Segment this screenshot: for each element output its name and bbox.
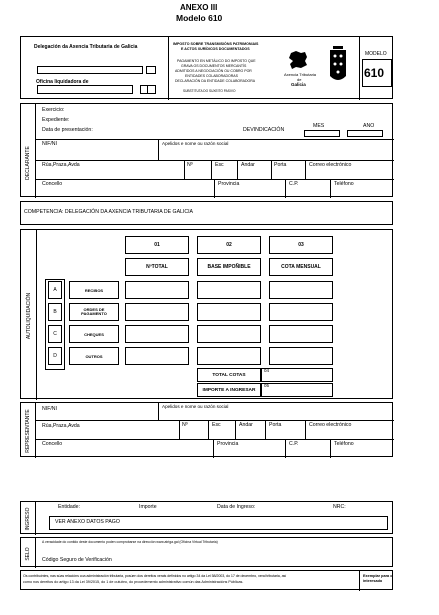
nif-label: NIF/NI — [42, 141, 57, 147]
agency-line: Galicia — [291, 82, 306, 87]
door-label: Porta — [274, 162, 287, 168]
agency-line: Axencia Tributaria — [284, 72, 317, 77]
street-label: Rúa,Praza,Avda — [42, 162, 80, 168]
row-label-others: OUTROS — [69, 347, 119, 365]
col-number-02: 02 — [197, 236, 261, 254]
rep-phone-label: Teléfono — [334, 441, 354, 447]
input-d-quota[interactable] — [269, 347, 333, 365]
postcode-label: C.P. — [289, 181, 299, 187]
payment-section-label: INGRESO — [25, 507, 31, 531]
copy-label: Exemplar para o interesado — [363, 574, 393, 583]
row-letter-d: D — [48, 347, 62, 365]
rep-postcode-label: C.P. — [289, 441, 299, 447]
rep-floor-label: Andar — [239, 422, 253, 428]
nrc-label: NRC: — [333, 504, 346, 510]
verification-code-label: Código Seguro de Verificación — [42, 557, 112, 563]
exercise-label: Exercicio: — [42, 107, 65, 113]
rep-door-label: Porta — [269, 422, 282, 428]
file-label: Expediente: — [42, 117, 70, 123]
info-line: GRAVA OS DOCUMENTOS MERCANTÍS — [181, 64, 247, 68]
input-b-quota[interactable] — [269, 303, 333, 321]
amount-to-pay-number: 05 — [264, 383, 270, 388]
input-b-base[interactable] — [197, 303, 261, 321]
col-header-total: NºTOTAL — [125, 258, 189, 276]
input-b-total[interactable] — [125, 303, 189, 321]
office-field[interactable] — [37, 85, 133, 94]
payment-date-label: Data de Ingreso: — [217, 504, 256, 510]
representative-section-label: REPRESENTANTE — [25, 409, 31, 453]
declarant-section — [20, 103, 393, 197]
info-line: DECLARACIÓN DA ENTIDADE COLABORADORA — [175, 79, 256, 83]
info-line: PAGAMENTO EN METÁLICO DO IMPOSTO QUE — [177, 59, 256, 63]
row-letter-c: C — [48, 325, 62, 343]
rep-street-label: Rúa,Praza,Avda — [42, 423, 80, 429]
row-label-payment-orders: ORDES DE PAGAMENTO — [69, 303, 119, 321]
row-label-cheques: CHEQUES — [69, 325, 119, 343]
presentation-date-label: Data de presentación: — [42, 127, 93, 133]
stair-label: Esc — [215, 162, 224, 168]
see-annex-text: VER ANEXO DATOS PAGO — [55, 519, 120, 525]
input-d-total[interactable] — [125, 347, 189, 365]
model-title: Modelo 610 — [176, 13, 223, 23]
amount-label: Importe — [139, 504, 157, 510]
header-block — [20, 36, 393, 99]
footer-text-2: como nos dereitos do artigo 13 da Lei 39/2015, do 1 de outubro, do procedemento administrativo común das Administracións Públicas. — [23, 580, 244, 584]
total-quota-number: 04 — [264, 368, 270, 373]
footer-text-1: Os contribuíntes, nas súas relacións coa administración tributaria, posúen dos dereitos xerais definidos no artigo 34 da Lei 58/2003, do 17 de decembro, xeral tributaria, así — [23, 574, 287, 578]
model-number: 610 — [364, 66, 385, 80]
seal-note: A veracidade do contido deste documento poden comprobarse na dirección www.atriga.gal (Oficina Virtual Tributaria) — [42, 540, 218, 544]
rep-nif-label: NIF/NI — [42, 406, 57, 412]
agency-line: de — [297, 77, 302, 82]
rep-number-label: Nº — [182, 422, 188, 428]
model-label: MODELO — [365, 51, 387, 57]
row-label-receipts: RECIBOS — [69, 281, 119, 299]
number-label: Nº — [187, 162, 193, 168]
province-label: Provincia — [218, 181, 240, 187]
total-quota-label: TOTAL COTAS — [197, 368, 261, 382]
col-header-base: BASE IMPOÑIBLE — [197, 258, 261, 276]
self-assessment-label: AUTOLIQUIDACIÓN — [26, 292, 32, 340]
rep-council-label: Concello — [42, 441, 63, 447]
amount-to-pay-field[interactable] — [261, 383, 333, 397]
info-line: ADMITIDOS A NEGOCIACIÓN OU COBRO POR — [175, 69, 252, 73]
footer-box — [20, 570, 393, 590]
entity-label: Entidade: — [58, 504, 80, 510]
council-label: Concello — [42, 181, 63, 187]
delegation-label: Delegación da Axencia Tributaria de Galicia — [34, 44, 138, 50]
declarant-section-label: DECLARANTE — [25, 146, 31, 180]
input-a-total[interactable] — [125, 281, 189, 299]
galicia-map-logo — [287, 50, 309, 70]
seal-section — [20, 537, 393, 567]
month-field[interactable] — [304, 130, 340, 137]
payment-section — [20, 501, 393, 534]
annex-title: ANEXO III — [180, 3, 218, 12]
info-subtitle: E ACTOS XURÍDICOS DOCUMENTADOS — [181, 47, 250, 51]
col-number-01: 01 — [125, 236, 189, 254]
amount-to-pay-label: IMPORTE A INGRESAR — [197, 383, 261, 397]
rep-province-label: Provincia — [217, 441, 239, 447]
row-letter-a: A — [48, 281, 62, 299]
accrual-label: DEVINDICACIÓN — [243, 127, 285, 133]
input-c-total[interactable] — [125, 325, 189, 343]
office-code-field-2[interactable] — [147, 85, 156, 94]
info-line: SUBSTITUTA DO SUXEITO PASIVO — [183, 89, 236, 93]
input-d-base[interactable] — [197, 347, 261, 365]
year-label: ANO — [363, 123, 375, 129]
input-a-base[interactable] — [197, 281, 261, 299]
rep-stair-label: Esc — [212, 422, 221, 428]
input-c-quota[interactable] — [269, 325, 333, 343]
competence-box — [20, 201, 393, 225]
col-header-quota: COTA MENSUAL — [269, 258, 333, 276]
input-c-base[interactable] — [197, 325, 261, 343]
total-quota-field[interactable] — [261, 368, 333, 382]
representative-section — [20, 402, 393, 457]
rep-surname-label: Apelidos e nome ou razón social — [162, 404, 229, 409]
self-assessment-section — [20, 229, 393, 399]
office-label: Oficina liquidadora de — [36, 79, 89, 85]
info-title: IMPOSTO SOBRE TRANSMISIÓNS PATRIMONIAIS — [173, 42, 259, 46]
surname-label: Apelidos e nome ou razón social — [162, 141, 229, 146]
col-number-03: 03 — [269, 236, 333, 254]
delegation-field[interactable] — [37, 66, 143, 74]
seal-section-label: SELO — [25, 547, 31, 561]
floor-label: Andar — [241, 162, 255, 168]
info-line: ENTIDADES COLABORADORAS — [185, 74, 238, 78]
xunta-emblem-icon — [328, 44, 348, 94]
rep-email-label: Correo electrónico — [309, 422, 352, 428]
year-field[interactable] — [347, 130, 383, 137]
input-a-quota[interactable] — [269, 281, 333, 299]
delegation-code-field[interactable] — [146, 66, 156, 74]
phone-label: Teléfono — [334, 181, 354, 187]
month-label: MES — [313, 123, 325, 129]
email-label: Correo electrónico — [309, 162, 352, 168]
row-letter-b: B — [48, 303, 62, 321]
competence-text: COMPETENCIA: DELEGACIÓN DA AXENCIA TRIBUTARIA DE GALICIA — [24, 209, 194, 215]
